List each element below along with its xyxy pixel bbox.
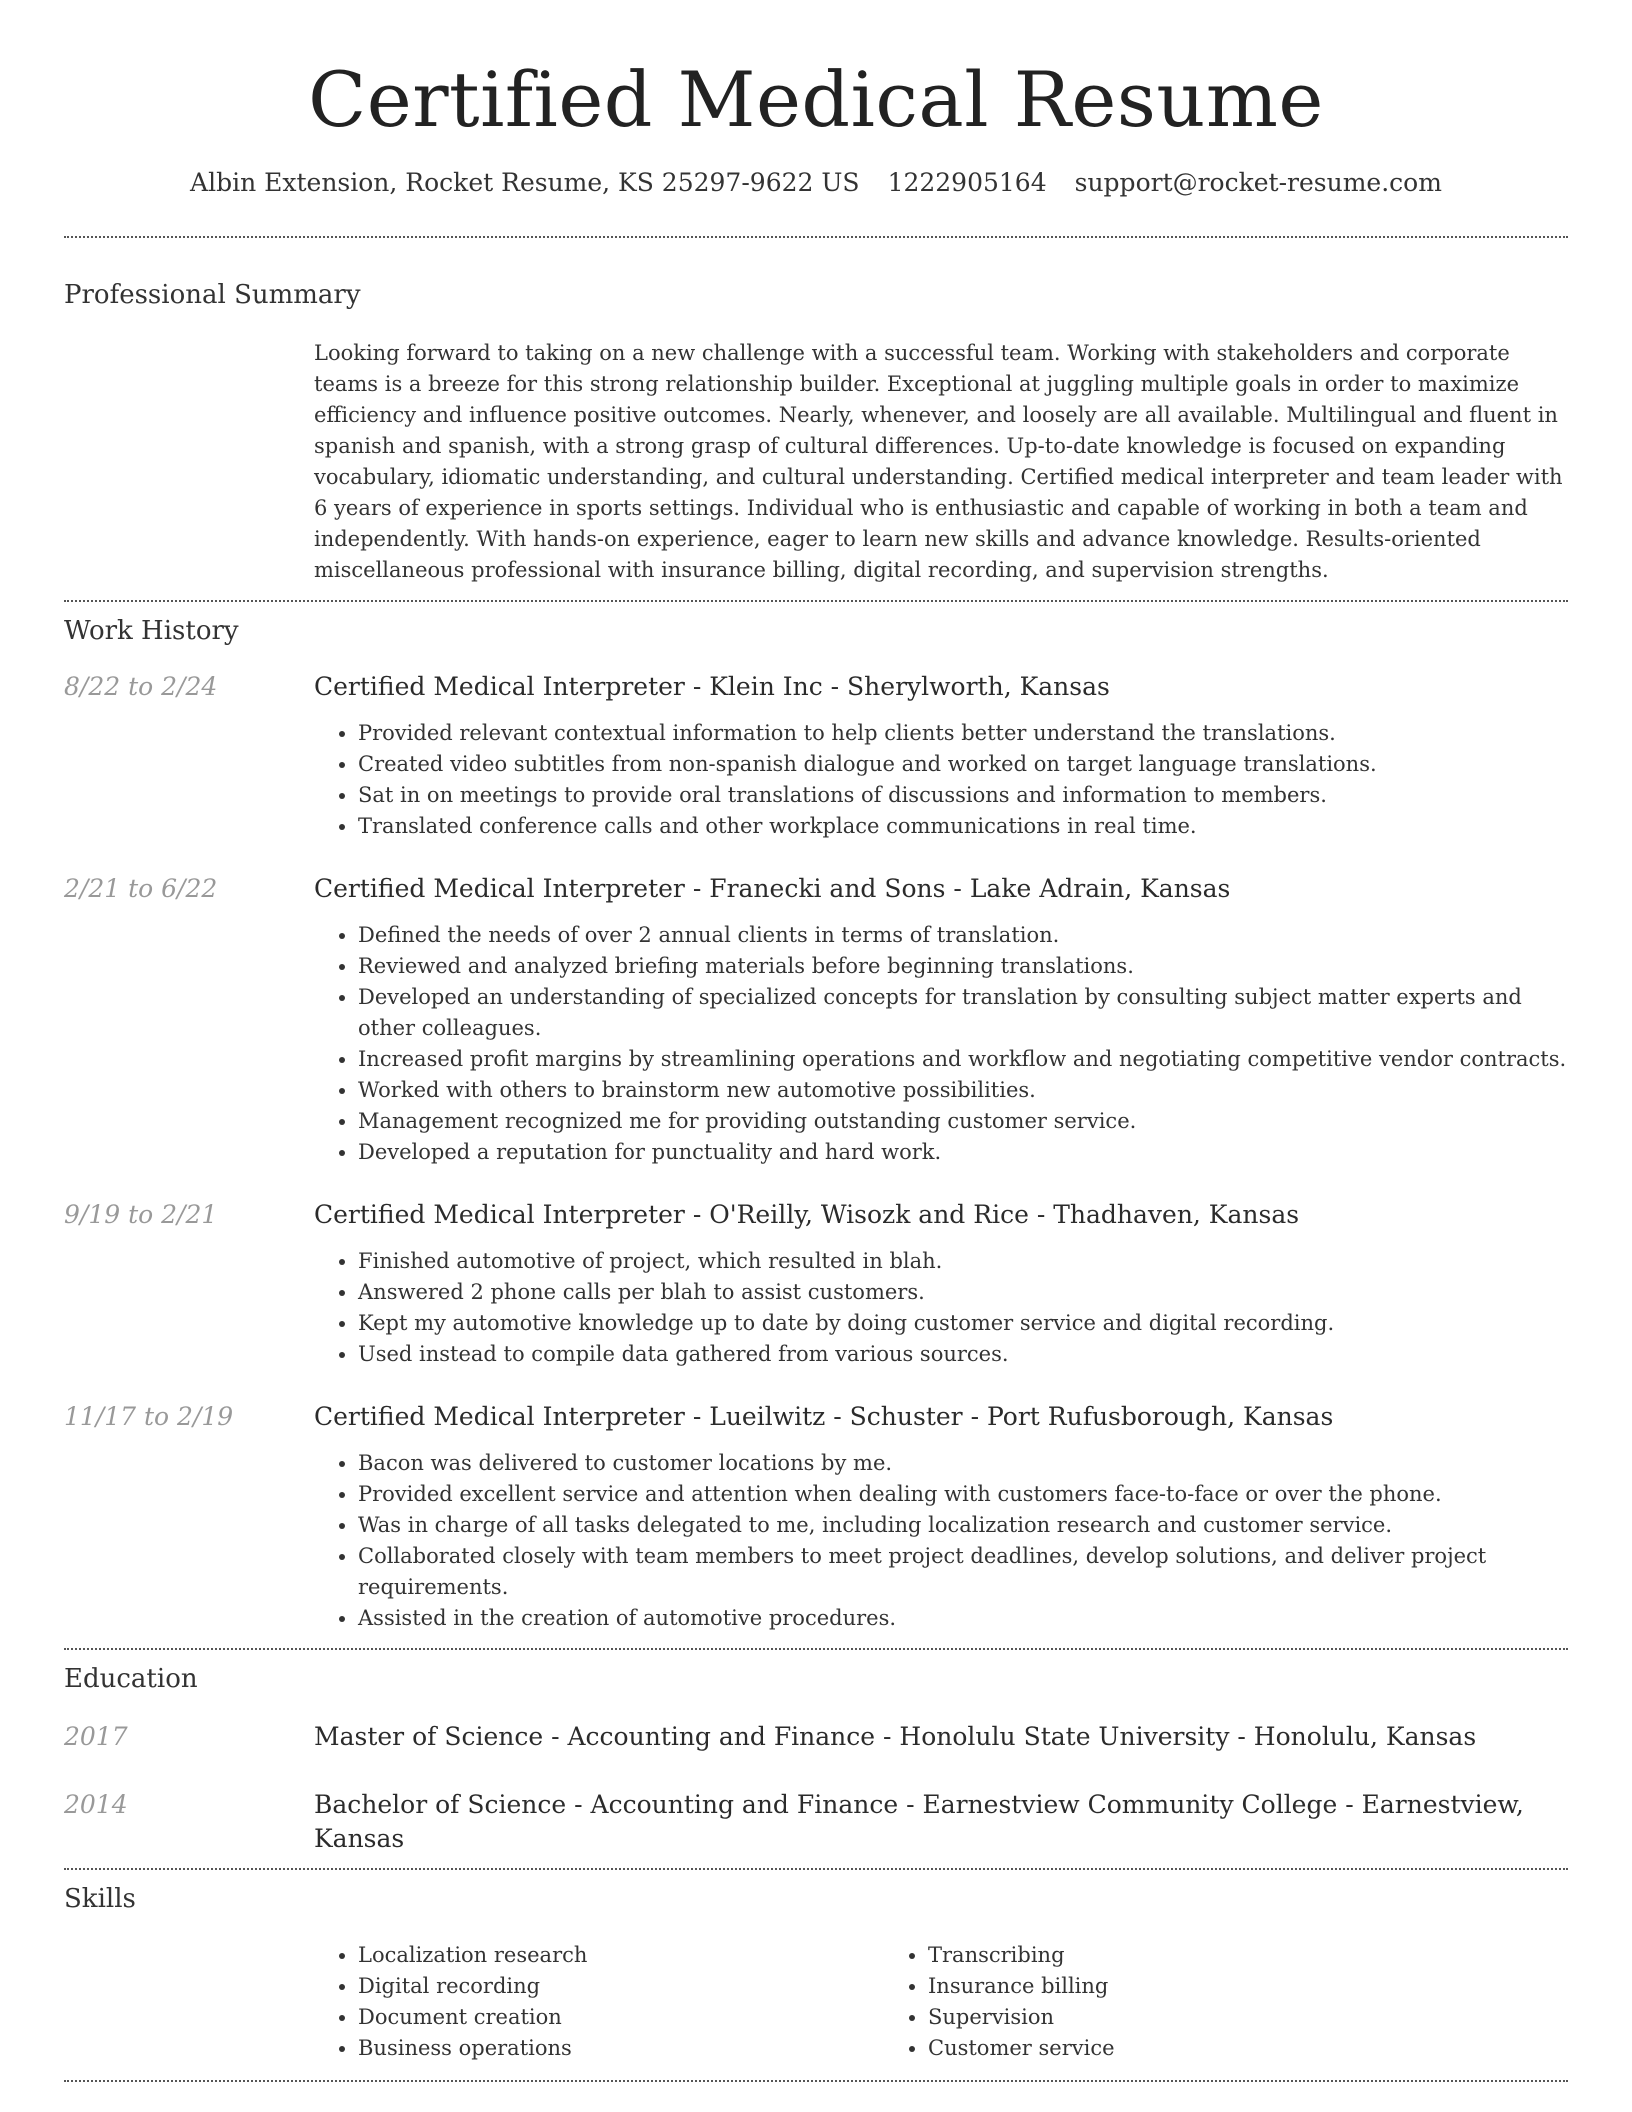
education-entry (64, 1788, 1568, 1856)
list-item: • Supervision (928, 2002, 1454, 2033)
list-item: • Finished automotive of project, which resulted in blah. (358, 1246, 1568, 1277)
list-item: • Collaborated closely with team members to meet project deadlines, develop solutions, and deliver project requirements. (358, 1541, 1568, 1603)
page-title: Certified Medical Resume (308, 55, 1324, 144)
list-item: • Was in charge of all tasks delegated to me, including localization research and customer service. (358, 1510, 1568, 1541)
education-year: 2017 (64, 1722, 128, 1751)
contact-line (64, 166, 1568, 200)
education-year: 2014 (64, 1790, 128, 1819)
skills-list-right (884, 1940, 1454, 2064)
contact-address: Albin Extension, Rocket Resume, KS 25297-9622 US (190, 168, 860, 197)
education-entry (64, 1720, 1568, 1754)
list-item: • Digital recording (358, 1971, 884, 2002)
skills-columns (314, 1940, 1568, 2064)
list-item: • Kept my automotive knowledge up to date by doing customer service and digital recording. (358, 1308, 1568, 1339)
list-item: • Insurance billing (928, 1971, 1454, 2002)
section-title-skills: Skills (64, 1884, 136, 1914)
job-entry (64, 1198, 1568, 1370)
section-title-summary: Professional Summary (64, 280, 361, 310)
job-heading: Certified Medical Interpreter - Klein Inc - Sherylworth, Kansas (314, 672, 1110, 701)
skills-list-left (314, 1940, 884, 2064)
list-item: • Assisted in the creation of automotive procedures. (358, 1603, 1568, 1634)
job-dates: 9/19 to 2/21 (64, 1200, 218, 1229)
list-item: • Document creation (358, 2002, 884, 2033)
list-item: • Sat in on meetings to provide oral translations of discussions and information to members. (358, 780, 1568, 811)
education-section (64, 1650, 1568, 1856)
list-item: • Answered 2 phone calls per blah to assist customers. (358, 1277, 1568, 1308)
job-bullets (314, 1448, 1568, 1634)
job-content (314, 872, 1568, 1168)
list-item: • Localization research (358, 1940, 884, 1971)
list-item: • Worked with others to brainstorm new automotive possibilities. (358, 1075, 1568, 1106)
job-bullets (314, 920, 1568, 1168)
job-heading: Certified Medical Interpreter - Lueilwitz - Schuster - Port Rufusborough, Kansas (314, 1402, 1334, 1431)
education-text: Master of Science - Accounting and Finance - Honolulu State University - Honolulu, Kansas (314, 1722, 1477, 1751)
list-item: • Provided excellent service and attention when dealing with customers face-to-face or over the phone. (358, 1479, 1568, 1510)
list-item: • Management recognized me for providing outstanding customer service. (358, 1106, 1568, 1137)
list-item: • Developed an understanding of specialized concepts for translation by consulting subject matter experts and other colleagues. (358, 982, 1568, 1044)
list-item: • Reviewed and analyzed briefing materials before beginning translations. (358, 951, 1568, 982)
job-dates: 2/21 to 6/22 (64, 874, 218, 903)
job-heading: Certified Medical Interpreter - Franecki and Sons - Lake Adrain, Kansas (314, 874, 1231, 903)
contact-email: support@rocket-resume.com (1074, 168, 1442, 197)
list-item: • Customer service (928, 2033, 1454, 2064)
list-item: • Used instead to compile data gathered from various sources. (358, 1339, 1568, 1370)
summary-text: Looking forward to taking on a new challenge with a successful team. Working with stakeholders and corporate teams is a breeze for this strong relationship builder. Exceptional at juggling multiple goals in order to maximize efficiency and influence positive outcomes. Nearly, whenever, and loosely are all available. Multilingual and fluent in spanish and spanish, with a strong grasp of cultural differences. Up-to-date knowledge is focused on expanding vocabulary, idiomatic understanding, and cultural understanding. Certified medical interpreter and team leader with 6 years of experience in sports settings. Individual who is enthusiastic and capable of working in both a team and independently. With hands-on experience, eager to learn new skills and advance knowledge. Results-oriented miscellaneous professional with insurance billing, digital recording, and supervision strengths. (314, 341, 1563, 582)
skills-section (64, 1870, 1568, 2064)
job-dates: 11/17 to 2/19 (64, 1402, 234, 1431)
job-content (314, 670, 1568, 842)
job-entry (64, 1400, 1568, 1634)
list-item: • Defined the needs of over 2 annual clients in terms of translation. (358, 920, 1568, 951)
job-bullets (314, 1246, 1568, 1370)
job-bullets (314, 718, 1568, 842)
list-item: • Bacon was delivered to customer locations by me. (358, 1448, 1568, 1479)
education-text: Bachelor of Science - Accounting and Finance - Earnestview Community College - Earnestview, Kansas (314, 1790, 1524, 1853)
job-dates: 8/22 to 2/24 (64, 672, 218, 701)
divider (64, 2080, 1568, 2082)
job-entry (64, 670, 1568, 842)
work-section (64, 602, 1568, 1634)
job-heading: Certified Medical Interpreter - O'Reilly, Wisozk and Rice - Thadhaven, Kansas (314, 1200, 1300, 1229)
section-title-work: Work History (64, 616, 239, 646)
job-content (314, 1198, 1568, 1370)
job-entry (64, 872, 1568, 1168)
section-title-education: Education (64, 1664, 198, 1694)
list-item: • Provided relevant contextual information to help clients better understand the translations. (358, 718, 1568, 749)
resume-header (64, 0, 1568, 200)
list-item: • Translated conference calls and other workplace communications in real time. (358, 811, 1568, 842)
list-item: • Business operations (358, 2033, 884, 2064)
contact-phone: 1222905164 (887, 168, 1047, 197)
list-item: • Developed a reputation for punctuality and hard work. (358, 1137, 1568, 1168)
job-content (314, 1400, 1568, 1634)
list-item: • Increased profit margins by streamlining operations and workflow and negotiating competitive vendor contracts. (358, 1044, 1568, 1075)
list-item: • Created video subtitles from non-spanish dialogue and worked on target language translations. (358, 749, 1568, 780)
list-item: • Transcribing (928, 1940, 1454, 1971)
summary-section (64, 238, 1568, 586)
